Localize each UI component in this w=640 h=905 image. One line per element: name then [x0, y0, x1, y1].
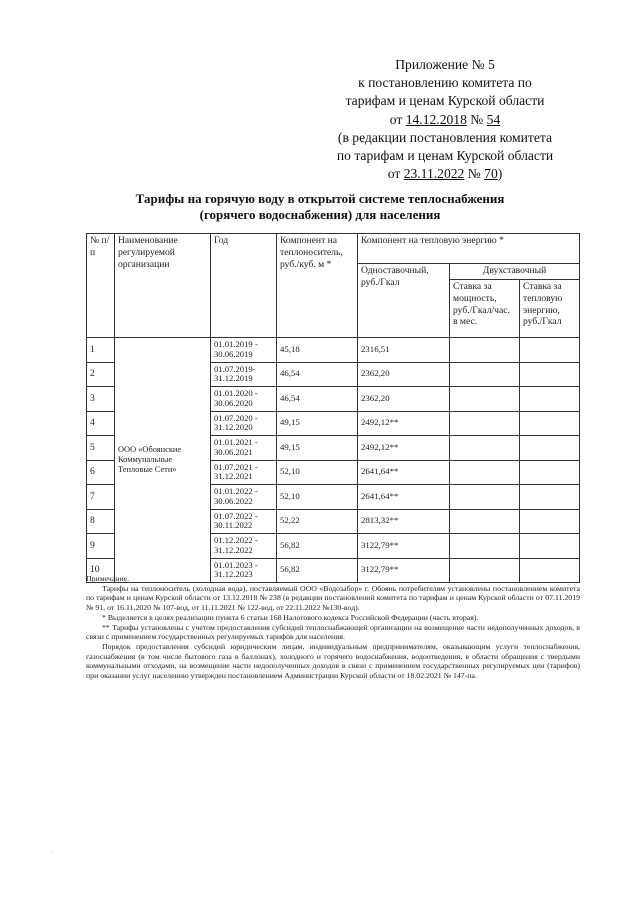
row-number: 5	[87, 436, 115, 461]
row-one-part: 2492,12**	[358, 411, 450, 436]
col-header-one-part: Одноставочный, руб./Гкал	[358, 264, 450, 338]
note-subsidy-procedure: Порядок предоставления субсидий юридическим лицам, индивидуальным предпринимателям, оказывающим услуги теплоснабжения, газоснабжения (в том числе бытового газа в баллонах), холодного и горячего водоснабжения, водоотведения, в области обращения с твердыми коммунальными отходами, на возмещение части недополученных доходов в связи с применением государственных регулируемых цен (тарифов) при оказании услуг населению утвержден постановлением Администрации Курской области от 18.02.2021 № 147-па.	[86, 641, 580, 681]
row-one-part: 2813,32**	[358, 509, 450, 534]
col-header-rate-energy: Ставка за тепловую энергию, руб./Гкал	[520, 280, 580, 338]
row-rate-energy	[520, 338, 580, 363]
col-header-energy: Компонент на тепловую энергию *	[358, 234, 580, 264]
row-one-part: 2362,20	[358, 362, 450, 387]
row-number: 9	[87, 534, 115, 559]
number-sign: №	[466, 111, 487, 127]
appendix-committee-line: тарифам и ценам Курской области	[345, 93, 545, 109]
row-rate-energy	[520, 534, 580, 559]
appendix-ref-line: к постановлению комитета по	[358, 75, 532, 91]
row-carrier: 45,18	[277, 338, 358, 363]
resolution-date: 14.12.2018	[405, 111, 467, 127]
row-rate-capacity	[450, 411, 520, 436]
row-rate-capacity	[450, 362, 520, 387]
row-carrier: 46,54	[277, 387, 358, 412]
edition-line-1: (в редакции постановления комитета	[337, 129, 553, 145]
edition-number-sign: №	[464, 166, 485, 182]
row-rate-capacity	[450, 509, 520, 534]
row-one-part: 2641,64**	[358, 485, 450, 510]
row-rate-capacity	[450, 485, 520, 510]
col-header-rate-capacity: Ставка за мощность, руб./Гкал/час. в мес.	[450, 280, 520, 338]
row-rate-capacity	[450, 534, 520, 559]
resolution-number: 54	[486, 111, 501, 127]
row-number: 4	[87, 411, 115, 436]
table-row	[87, 338, 580, 363]
edition-date: 23.11.2022	[403, 166, 465, 182]
edition-date-line	[300, 165, 590, 183]
row-period: 01.07.2021 - 31.12.2021	[211, 460, 277, 485]
row-one-part: 2362,20	[358, 387, 450, 412]
row-rate-energy	[520, 362, 580, 387]
row-rate-energy	[520, 387, 580, 412]
note-carrier-tariffs: Тарифы на теплоноситель (холодная вода), поставляемый ООО «Водозабор» г. Обоянь потребителям установлены постановлением комитета по тарифам и ценам Курской области от 13.12.2018 № 238 (в редакции постановлений комитета по тарифам и ценам Курской области от 07.11.2019 № 91, от 16.11.2020 № 107-вод, от 11.11.2021 № 122-вод, от 22.11.2022 №130-вод).	[86, 583, 580, 613]
title-line-1: Тарифы на горячую воду в открытой системе теплоснабжения	[135, 191, 505, 206]
row-one-part: 2641,64**	[358, 460, 450, 485]
notes-section	[86, 574, 580, 681]
row-carrier: 52,10	[277, 460, 358, 485]
row-carrier: 49,15	[277, 436, 358, 461]
row-period: 01.01.2022 - 30.06.2022	[211, 485, 277, 510]
row-one-part: 3122,79**	[358, 558, 450, 583]
edition-line-2: по тарифам и ценам Курской области	[336, 148, 554, 164]
row-period: 01.07.2022 - 30.11.2022	[211, 509, 277, 534]
tariff-table	[86, 233, 580, 583]
row-rate-capacity	[450, 460, 520, 485]
row-rate-capacity	[450, 436, 520, 461]
scan-mark: .	[52, 848, 54, 854]
row-number: 10	[87, 558, 115, 583]
row-rate-energy	[520, 460, 580, 485]
row-period: 01.01.2019 - 30.06.2019	[211, 338, 277, 363]
row-rate-capacity	[450, 387, 520, 412]
col-header-carrier: Компонент на теплоноситель, руб./куб. м *	[277, 234, 358, 338]
row-period: 01.01.2020 - 30.06.2020	[211, 387, 277, 412]
edition-number: 70	[484, 166, 498, 182]
row-number: 6	[87, 460, 115, 485]
row-rate-energy	[520, 436, 580, 461]
note-vat: * Выделяется в целях реализации пункта 6 статьи 168 Налогового кодекса Российской Федерации (часть вторая).	[102, 612, 479, 622]
row-one-part: 2492,12**	[358, 436, 450, 461]
row-number: 1	[87, 338, 115, 363]
row-carrier: 49,15	[277, 411, 358, 436]
row-carrier: 52,10	[277, 485, 358, 510]
row-period: 01.01.2021 - 30.06.2021	[211, 436, 277, 461]
row-number: 7	[87, 485, 115, 510]
date-prefix: от	[389, 111, 406, 127]
col-header-year: Год	[211, 234, 277, 338]
row-one-part: 2316,51	[358, 338, 450, 363]
organization-name: ООО «Обоянские Коммунальные Тепловые Сети»	[115, 338, 211, 583]
row-number: 2	[87, 362, 115, 387]
appendix-header	[300, 56, 590, 183]
appendix-number: Приложение № 5	[395, 57, 495, 72]
document-title	[100, 191, 540, 223]
col-header-num: № п/п	[87, 234, 115, 338]
title-line-2: (горячего водоснабжения) для населения	[199, 207, 441, 222]
row-period: 01.07.2019- 31.12.2019	[211, 362, 277, 387]
row-carrier: 46,54	[277, 362, 358, 387]
note-subsidies: ** Тарифы установлены с учетом предоставления субсидий теплоснабжающей организации на возмещение части недополученных доходов, в связи с применением государственных регулируемых тарифов для населения.	[86, 622, 580, 642]
row-carrier: 56,82	[277, 534, 358, 559]
col-header-org: Наименование регулируемой организации	[115, 234, 211, 338]
edition-date-prefix: от	[387, 166, 404, 182]
row-period: 01.07.2020 - 31.12.2020	[211, 411, 277, 436]
row-period: 01.12.2022 - 31.12.2022	[211, 534, 277, 559]
col-header-two-part: Двухставочный	[450, 264, 580, 280]
row-period: 01.01.2023 - 31.12.2023	[211, 558, 277, 583]
row-carrier: 56,82	[277, 558, 358, 583]
row-rate-energy	[520, 411, 580, 436]
edition-close-paren: )	[497, 166, 503, 182]
row-rate-energy	[520, 485, 580, 510]
notes-heading: Примечание.	[86, 574, 130, 583]
row-number: 8	[87, 509, 115, 534]
row-carrier: 52,22	[277, 509, 358, 534]
row-rate-capacity	[450, 338, 520, 363]
row-one-part: 3122,79**	[358, 534, 450, 559]
row-number: 3	[87, 387, 115, 412]
appendix-date-line	[300, 111, 590, 129]
row-rate-energy	[520, 509, 580, 534]
